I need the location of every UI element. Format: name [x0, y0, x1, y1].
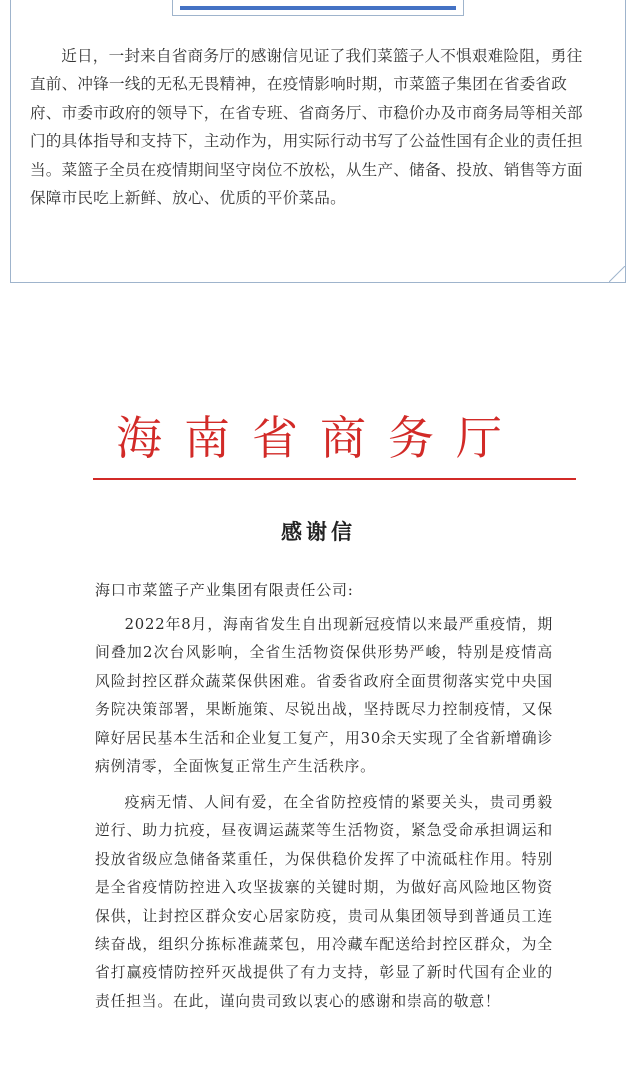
intro-paragraph: 近日，一封来自省商务厅的感谢信见证了我们菜篮子人不惧艰难险阻，勇往直前、冲锋一线的无私无畏精神，在疫情影响时期，市菜篮子集团在省委省政府、市委市政府的领导下，在省专班、省商务厅、市稳价办及市商务局等相关部门的具体指导和支持下，主动作为，用实际行动书写了公益性国有企业的责任担当。菜篮子全员在疫情期间坚守岗位不放松，从生产、储备、投放、销售等方面保障市民吃上新鲜、放心、优质的平价菜品。: [30, 47, 583, 208]
frame-corner-decoration: [609, 266, 625, 282]
letter-salutation: 海口市菜篮子产业集团有限责任公司:: [95, 581, 354, 599]
letter-paragraph-2: 疫病无情、人间有爱，在全省防控疫情的紧要关头，贵司勇毅逆行、助力抗疫，昼夜调运蔬菜等生活物资，紧急受命承担调运和投放省级应急储备菜重任，为保供稳价发挥了中流砥柱作用。特别是全省疫情防控进入攻坚拔寨的关键时期，为做好高风险地区物资保供，让封控区群众安心居家防疫，贵司从集团领导到普通员工连续奋战，组织分拣标准蔬菜包，用冷藏车配送给封控区群众，为全省打赢疫情防控歼灭战提供了有力支持，彰显了新时代国有企业的责任担当。在此，谨向贵司致以衷心的感谢和崇高的敬意！: [95, 794, 553, 1010]
letter-title: 感谢信: [281, 519, 356, 544]
letter-paragraph-1: 2022年8月，海南省发生自出现新冠疫情以来最严重疫情，期间叠加2次台风影响，全省生活物资保供形势严峻，特别是疫情高风险封控区群众蔬菜保供困难。省委省政府全面贯彻落实党中央国务院决策部署，果断施策、尽锐出战，坚持既尽力控制疫情，又保障好居民基本生活和企业复工复产，用30余天实现了全省新增确诊病例清零，全面恢复正常生产生活秩序。: [95, 616, 553, 776]
letterhead-agency-name: 海南省商务厅: [116, 411, 524, 465]
letterhead-red-rule: [93, 478, 576, 480]
intro-tab-accent-line: [180, 6, 456, 10]
